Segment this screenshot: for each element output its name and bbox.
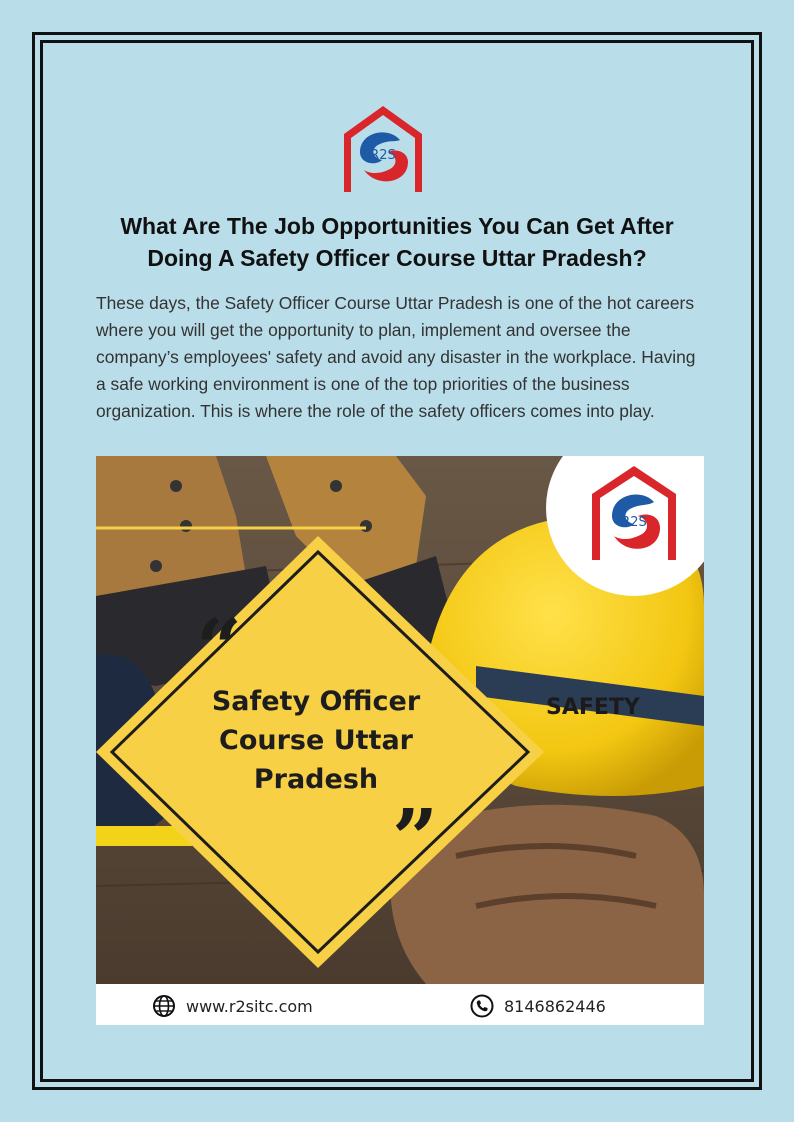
intro-paragraph: These days, the Safety Officer Course Uttar Pradesh is one of the hot careers where you will get the opportunity to plan, implement and oversee the company’s employees' safety and avoid any disaster in the workplace. Having a safe working environment is one of the top priorities of the business organization. This is where the role of the safety officers comes into play.: [96, 293, 696, 421]
r2s-logo: [336, 100, 430, 196]
title-line-2: Doing A Safety Officer Course Uttar Pradesh?: [147, 245, 647, 271]
banner-quote-text: [196, 682, 436, 799]
website-text: www.r2sitc.com: [186, 996, 313, 1016]
phone-icon: [470, 994, 494, 1018]
helmet-strap-text: SAFETY: [546, 695, 640, 720]
logo-text: R2S: [370, 148, 396, 163]
phone-text: 8146862446: [504, 996, 606, 1016]
banner-footer: [96, 984, 704, 1025]
promo-banner: [96, 456, 704, 984]
close-quote-icon: ”: [392, 791, 439, 885]
website-link[interactable]: [152, 994, 313, 1018]
phone-link[interactable]: [470, 994, 606, 1018]
badge-logo-text: R2S: [621, 515, 647, 530]
quote-line-1: Safety Officer: [211, 686, 421, 717]
quote-line-3: Pradesh: [253, 764, 379, 795]
globe-icon: [152, 994, 176, 1018]
title-line-1: What Are The Job Opportunities You Can Get After: [120, 213, 674, 239]
quote-line-2: Course Uttar: [219, 725, 413, 756]
open-quote-icon: “: [196, 601, 243, 695]
page-title: [80, 210, 714, 274]
